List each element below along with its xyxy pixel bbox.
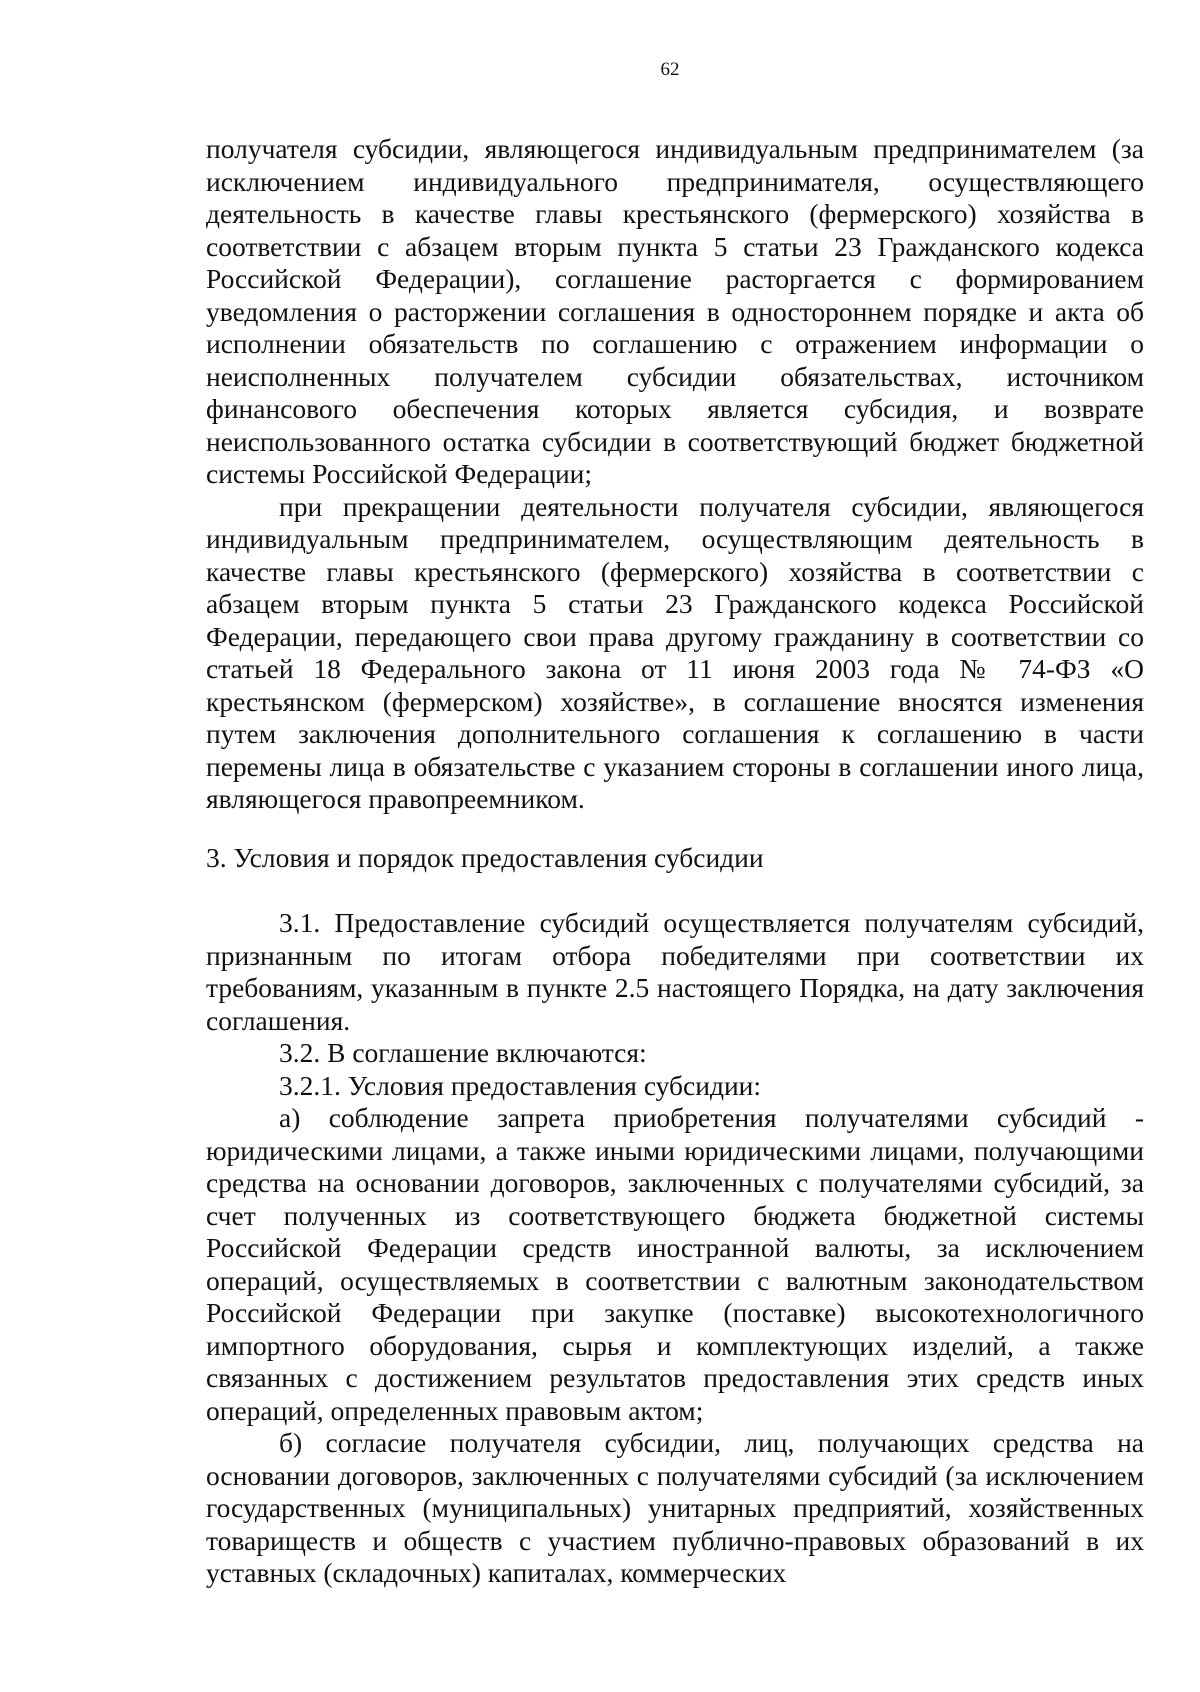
page-number: 62 [660,59,680,80]
paragraph-3-2: 3.2. В соглашение включаются: [279,1037,647,1068]
paragraph-3-1: 3.1. Предоставление субсидий осуществляется получателям субсидий, признанным по итогам отбора победителями при соответствии их требованиям, указанным в пункте 2.5 настоящего Порядка, на дату заключения соглашения. [206,907,1144,1036]
section-heading: 3. Условия и порядок предоставления субсидии [206,841,764,873]
paragraph-continued: получателя субсидии, являющегося индивидуальным предпринимателем (за исключением индивидуального предпринимателя, осуществляющего деятельность в качестве главы крестьянского (фермерского) хозяйства в соответствии с абзацем вторым пункта 5 статьи 23 Гражданского кодекса Российской Федерации), соглашение расторгается с формированием уведомления о расторжении соглашения в одностороннем порядке и акта об исполнении обязательств по соглашению с отражением информации о неисполненных получателем субсидии обязательствах, источником финансового обеспечения которых является субсидия, и возврате неиспользованного остатка субсидии в соответствующий бюджет бюджетной системы Российской Федерации; [206,133,1144,489]
document-body [206,133,1144,1590]
paragraph-item-b: б) согласие получателя субсидии, лиц, получающих средства на основании договоров, заключенных с получателями субсидий (за исключением государственных (муниципальных) унитарных предприятий, хозяйственных товариществ и обществ с участием публично-правовых образований в их уставных (складочных) капиталах, коммерческих [206,1427,1144,1588]
paragraph-termination: при прекращении деятельности получателя субсидии, являющегося индивидуальным предпринимателем, осуществляющим деятельность в качестве главы крестьянского (фермерского) хозяйства в соответствии с абзацем вторым пункта 5 статьи 23 Гражданского кодекса Российской Федерации, передающего свои права другому гражданину в соответствии со статьей 18 Федерального закона от 11 июня 2003 года № 74-ФЗ «О крестьянском (фермерском) хозяйстве», в соглашение вносятся изменения путем заключения дополнительного соглашения к соглашению в части перемены лица в обязательстве с указанием стороны в соглашении иного лица, являющегося правопреемником. [206,490,1144,814]
paragraph-3-2-1: 3.2.1. Условия предоставления субсидии: [279,1069,762,1101]
paragraph-item-a: а) соблюдение запрета приобретения получателями субсидий - юридическими лицами, а также иными юридическими лицами, получающими средства на основании договоров, заключенных с получателями субсидий, за счет полученных из соответствующего бюджета бюджетной системы Российской Федерации средств иностранной валюты, за исключением операций, осуществляемых в соответствии с валютным законодательством Российской Федерации при закупке (поставке) высокотехнологичного импортного оборудования, сырья и комплектующих изделий, а также связанных с достижением результатов предоставления этих средств иных операций, определенных правовым актом; [206,1102,1144,1426]
